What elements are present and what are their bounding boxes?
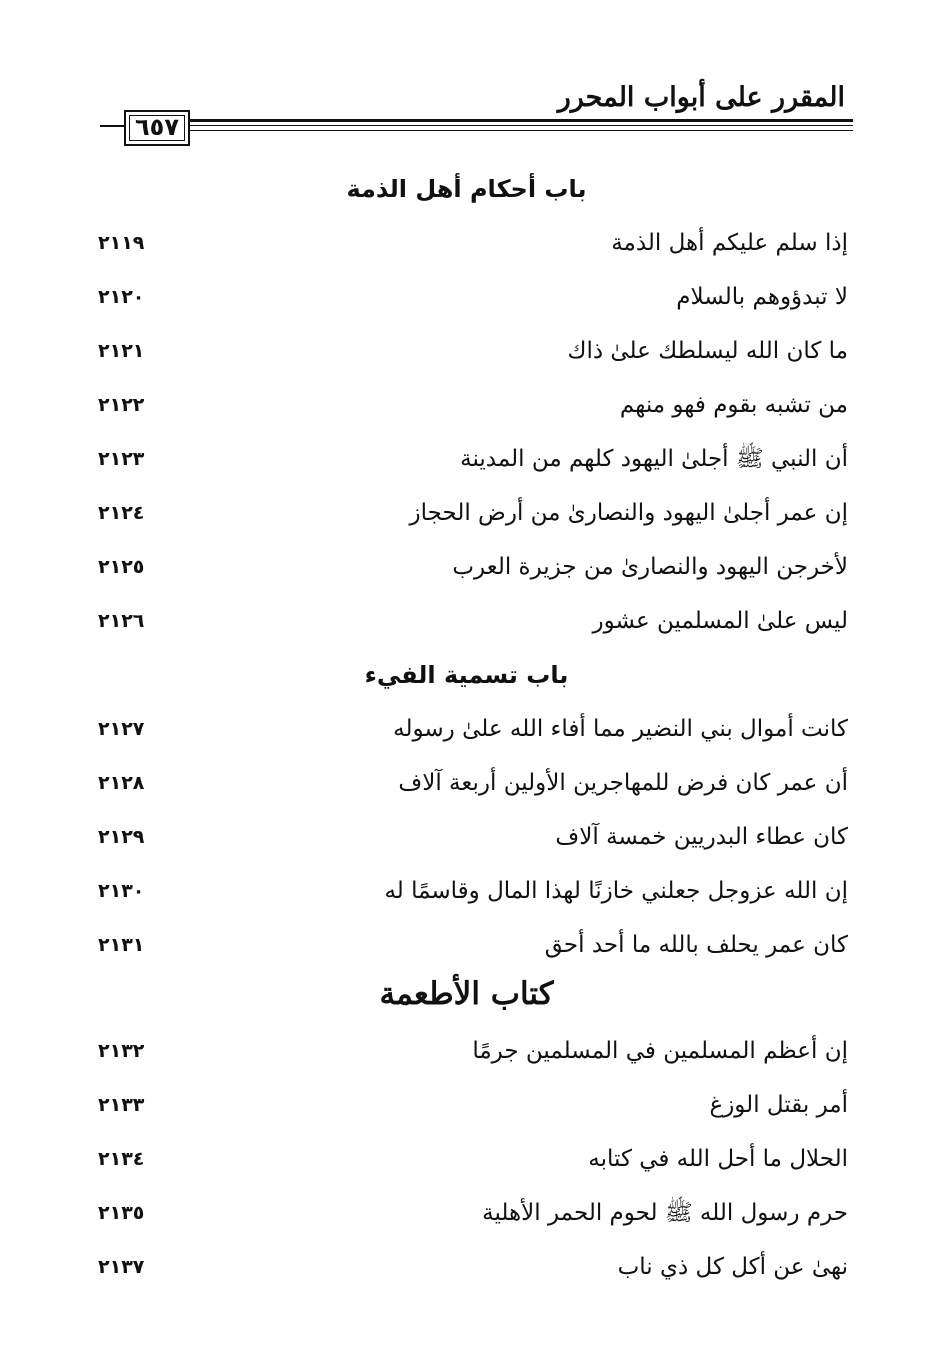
header-rule <box>190 125 853 126</box>
entry-text: ما كان الله ليسلطك علىٰ ذاك <box>567 338 848 364</box>
entry-text: لأخرجن اليهود والنصارىٰ من جزيرة العرب <box>452 554 848 580</box>
index-entry <box>0 540 933 594</box>
index-entry <box>0 1186 933 1240</box>
entry-text: الحلال ما أحل الله في كتابه <box>588 1146 848 1172</box>
running-header-title: المقرر على أبواب المحرر <box>557 82 845 113</box>
entry-number: ٢١٢٦ <box>98 610 145 632</box>
index-entry <box>0 702 933 756</box>
header-rule <box>190 130 853 131</box>
index-entry <box>0 864 933 918</box>
index-entry <box>0 1024 933 1078</box>
entry-number: ٢١٢٧ <box>98 718 145 740</box>
entry-number: ٢١٣٥ <box>98 1202 145 1224</box>
entry-number: ٢١٢٨ <box>98 772 145 794</box>
entry-number: ٢١٣١ <box>98 934 145 956</box>
entry-text: إن أعظم المسلمين في المسلمين جرمًا <box>472 1038 848 1064</box>
section-heading: باب تسمية الفيء <box>364 661 569 689</box>
index-entry <box>0 432 933 486</box>
index-entry <box>0 378 933 432</box>
entry-number: ٢١٣٢ <box>98 1040 145 1062</box>
entry-number: ٢١٢٠ <box>98 286 145 308</box>
index-entry <box>0 324 933 378</box>
entry-text: أن النبي ﷺ أجلىٰ اليهود كلهم من المدينة <box>460 446 848 472</box>
entry-number: ٢١٢٣ <box>98 448 145 470</box>
index-entry <box>0 486 933 540</box>
entry-text: نهىٰ عن أكل كل ذي ناب <box>617 1254 848 1280</box>
page-number-box <box>124 110 190 146</box>
entry-number: ٢١٣٣ <box>98 1094 145 1116</box>
index-entry <box>0 756 933 810</box>
entry-text: من تشبه بقوم فهو منهم <box>619 392 848 418</box>
entry-number: ٢١٢٢ <box>98 394 145 416</box>
entry-text: إن الله عزوجل جعلني خازنًا لهذا المال وقاسمًا له <box>384 878 848 904</box>
index-entry <box>0 270 933 324</box>
entry-text: إن عمر أجلىٰ اليهود والنصارىٰ من أرض الحجاز <box>409 500 848 526</box>
index-entry <box>0 810 933 864</box>
book-heading: كتاب الأطعمة <box>379 976 554 1012</box>
entry-text: لا تبدؤوهم بالسلام <box>676 284 848 310</box>
entry-text: أمر بقتل الوزغ <box>709 1092 848 1118</box>
entry-text: إذا سلم عليكم أهل الذمة <box>611 230 848 256</box>
page-number: ٦٥٧ <box>135 113 179 141</box>
index-entry <box>0 594 933 648</box>
section-heading: باب أحكام أهل الذمة <box>346 175 587 203</box>
index-entry <box>0 1078 933 1132</box>
header-rule-left <box>100 125 125 127</box>
entry-number: ٢١٣٠ <box>98 880 145 902</box>
entry-text: ليس علىٰ المسلمين عشور <box>592 608 848 634</box>
index-entry <box>0 216 933 270</box>
entry-text: كان عطاء البدريين خمسة آلاف <box>555 824 848 850</box>
index-entry <box>0 1240 933 1294</box>
entry-number: ٢١٢٩ <box>98 826 145 848</box>
index-entry <box>0 1132 933 1186</box>
entry-text: أن عمر كان فرض للمهاجرين الأولين أربعة آلاف <box>398 770 848 796</box>
entry-number: ٢١٣٤ <box>98 1148 145 1170</box>
entry-text: كانت أموال بني النضير مما أفاء الله علىٰ رسوله <box>393 716 848 742</box>
header-rule <box>190 119 853 122</box>
entry-number: ٢١١٩ <box>98 232 145 254</box>
entry-number: ٢١٢١ <box>98 340 145 362</box>
entry-text: حرم رسول الله ﷺ لحوم الحمر الأهلية <box>482 1200 848 1226</box>
entry-number: ٢١٢٤ <box>98 502 145 524</box>
entry-number: ٢١٣٧ <box>98 1256 145 1278</box>
entry-number: ٢١٢٥ <box>98 556 145 578</box>
entry-text: كان عمر يحلف بالله ما أحد أحق <box>544 932 848 958</box>
